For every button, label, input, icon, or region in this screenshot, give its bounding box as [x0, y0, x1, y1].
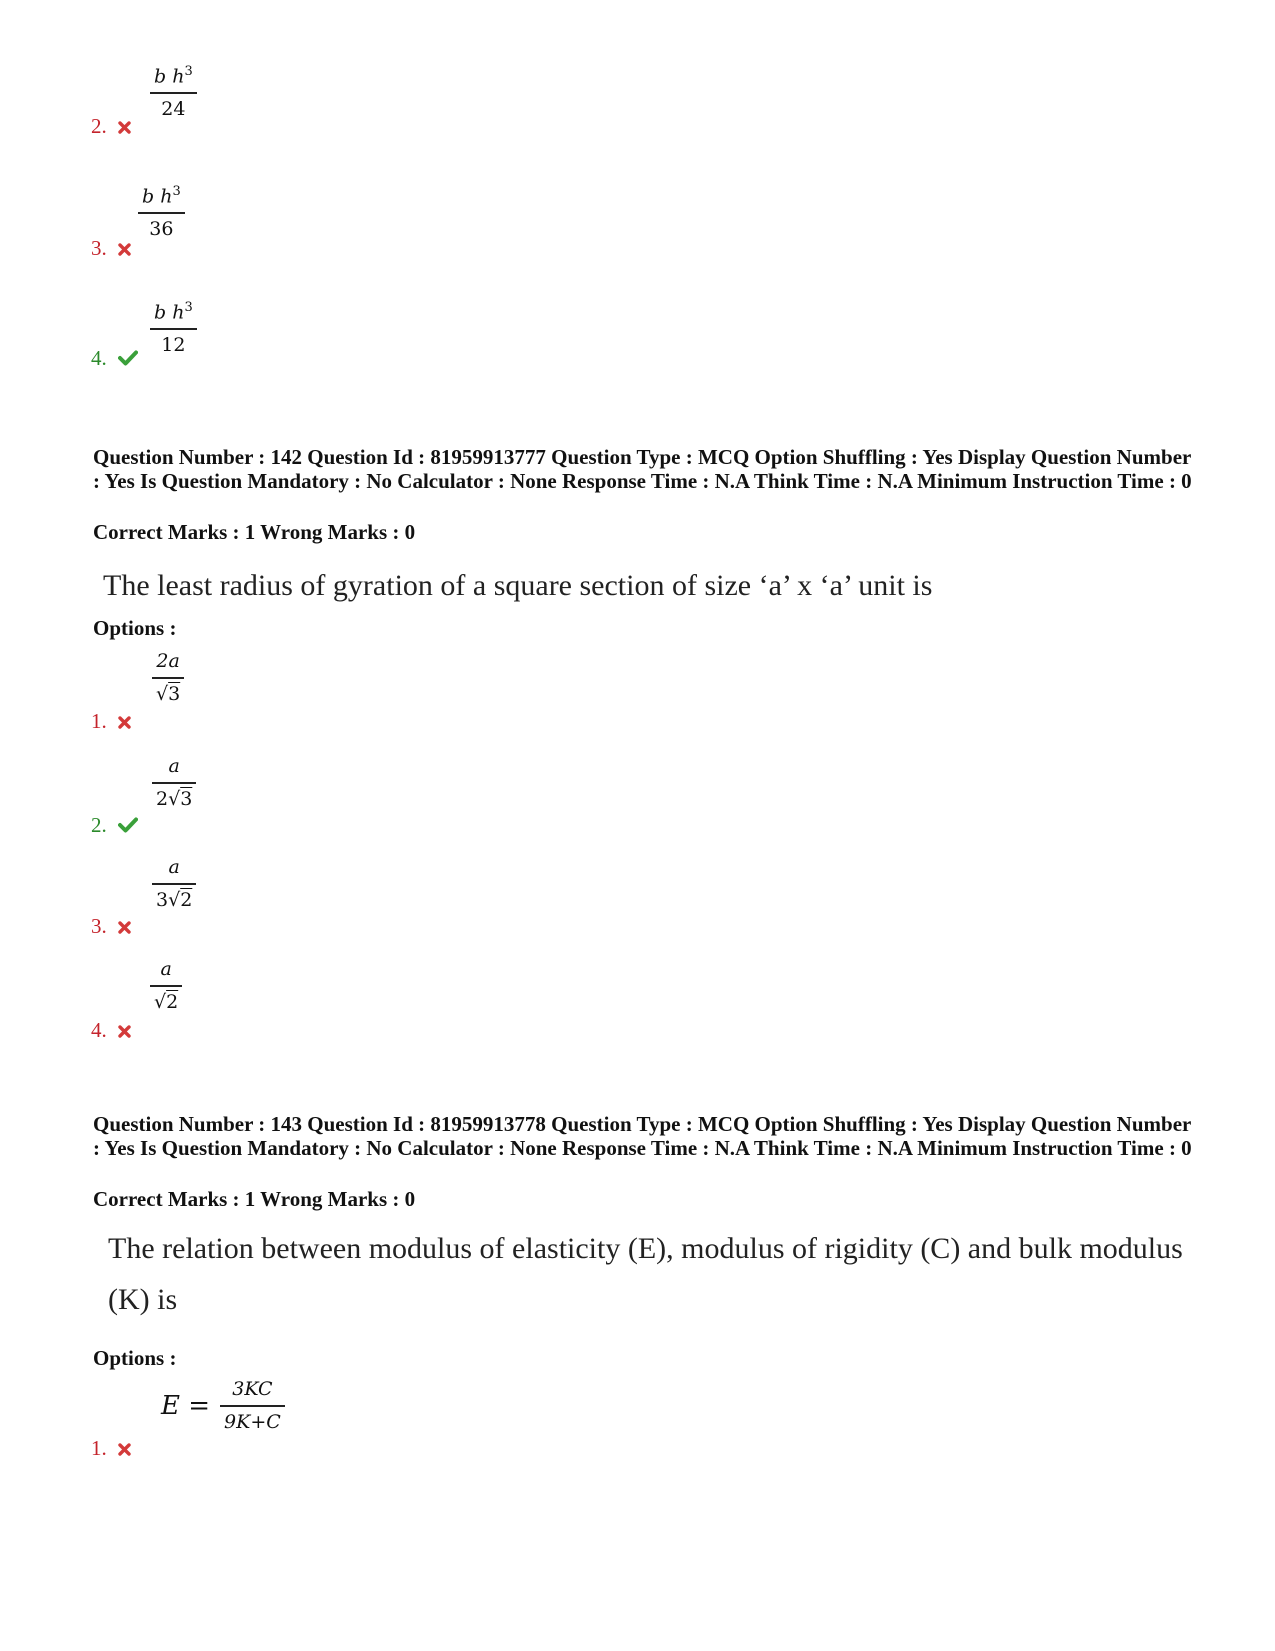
option-number: 3. [91, 914, 131, 940]
option-2-formula: $\frac{a}{2√3}$ [152, 755, 196, 812]
question-143-marks: Correct Marks : 1 Wrong Marks : 0 [93, 1187, 416, 1211]
option-number: 4. [91, 346, 138, 372]
option-number: 1. [91, 1436, 131, 1462]
option-number: 2. [91, 114, 131, 140]
check-mark-icon [118, 347, 138, 372]
cross-mark-icon [118, 237, 131, 262]
cross-mark-icon [118, 115, 131, 140]
question-142-marks: Correct Marks : 1 Wrong Marks : 0 [93, 520, 416, 544]
option-3-formula: $\frac{b h^3}{36}$ [138, 184, 185, 242]
option-number: 3. [91, 236, 131, 262]
cross-mark-icon [118, 1019, 131, 1044]
question-143-stem-line2: (K) is [108, 1283, 178, 1316]
question-142-meta: Question Number : 142 Question Id : 81959913777 Question Type : MCQ Option Shuffling : Yes Display Question Number : Yes Is Question Mandatory : No Calculator : None Response Time : N.A Think Time : N.A Minimum Instruction Time : 0 [93, 445, 1192, 493]
option-2-formula: $\frac{b h^3}{24}$ [150, 64, 197, 122]
option-number: 2. [91, 813, 138, 839]
question-143-stem-line1: The relation between modulus of elasticity (E), modulus of rigidity (C) and bulk modulus [108, 1232, 1183, 1265]
question-143-meta: Question Number : 143 Question Id : 81959913778 Question Type : MCQ Option Shuffling : Yes Display Question Number : Yes Is Question Mandatory : No Calculator : None Response Time : N.A Think Time : N.A Minimum Instruction Time : 0 [93, 1112, 1192, 1160]
options-label: Options : [93, 616, 177, 640]
option-1-formula: $\frac{2a}{√3}$ [152, 650, 184, 707]
cross-mark-icon [118, 915, 131, 940]
option-number: 4. [91, 1018, 131, 1044]
question-142-stem: The least radius of gyration of a square section of size ‘a’ x ‘a’ unit is [103, 569, 933, 602]
option-4-formula: $\frac{a}{√2}$ [150, 958, 182, 1015]
option-number: 1. [91, 709, 131, 735]
option-4-formula: $\frac{b h^3}{12}$ [150, 300, 197, 358]
options-label: Options : [93, 1346, 177, 1370]
cross-mark-icon [118, 710, 131, 735]
cross-mark-icon [118, 1437, 131, 1462]
check-mark-icon [118, 814, 138, 839]
option-1-formula: E = $\frac{3KC}{9K+C}$ [161, 1378, 285, 1435]
option-3-formula: $\frac{a}{3√2}$ [152, 856, 196, 913]
